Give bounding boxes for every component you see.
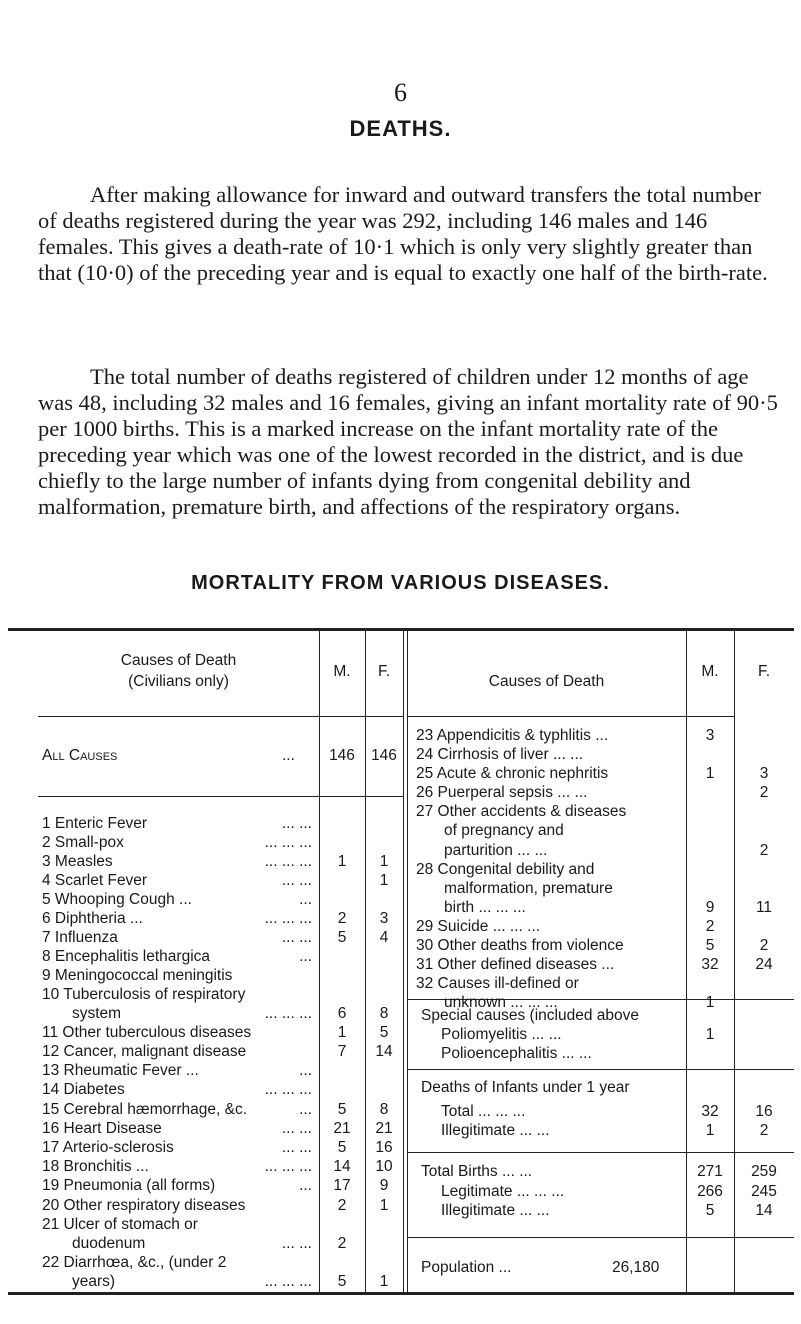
left-row-m: 21 [333,1120,351,1137]
paragraph-infant-mortality: The total number of deaths registered of children under 12 months of age was 48, including 32 males and 16 females, giving an infant mortality rate of 90·5 per 1000 births. This is a marked increase on the infant mortality rate of the preceding year which was one of the lowest recorded in the district, and is due chiefly to the large number of infants dying from congenital debility and malformation, premature birth, and affections of the respiratory organs. [38,364,778,519]
left-row-f: 1 [379,1197,389,1214]
left-header-rule [38,716,403,717]
left-row-dots: ... ... ... [264,1005,312,1022]
left-row-m: 1 [337,1024,347,1041]
right-row-f: 24 [755,956,773,973]
special-causes-header: Special causes (included above [421,1007,639,1024]
left-row-label: 17 Arterio-sclerosis [42,1139,174,1156]
left-header-line1: Causes of Death [120,652,237,669]
left-row-f: 5 [379,1024,389,1041]
special-row-poliomyelitis: Poliomyelitis ... ... [441,1026,562,1043]
left-row-dots: ... [299,1177,312,1194]
all-causes-m: 146 [329,747,355,764]
left-row-label: 12 Cancer, malignant disease [42,1043,247,1060]
infants-header: Deaths of Infants under 1 year [421,1079,630,1096]
right-row-m: 5 [705,937,715,954]
right-row-m: 3 [705,727,715,744]
special-row-poliomyelitis-m: 1 [705,1026,715,1043]
page-number: 6 [394,78,407,107]
left-row-m: 1 [337,853,347,870]
left-row-m: 17 [333,1177,351,1194]
left-row-label: 1 Enteric Fever [42,815,148,832]
left-row-label: 22 Diarrhœa, &c., (under 2 [42,1254,227,1271]
infants-total-label: Total ... ... ... [441,1103,526,1120]
left-row-label: 15 Cerebral hæmorrhage, &c. [42,1101,248,1118]
left-row-dots: ... [299,891,312,908]
left-row-f: 1 [379,1273,389,1290]
right-row-label: 31 Other defined diseases ... [416,956,615,973]
right-row-label: 30 Other deaths from violence [416,937,624,954]
left-row-label: 10 Tuberculosis of respiratory [42,986,246,1003]
right-row-f: 2 [759,937,769,954]
births-legitimate-m: 266 [697,1183,723,1200]
left-row-dots: ... ... [281,929,312,946]
births-total-label: Total Births ... ... [421,1163,533,1180]
left-row-dots: ... ... [281,1235,312,1252]
all-causes-dots: ... [282,747,295,764]
left-row-m: 14 [333,1158,351,1175]
left-row-dots: ... ... ... [264,834,312,851]
left-row-dots: ... ... [281,872,312,889]
all-causes-label: All Causes [42,747,118,764]
section-title: DEATHS. [349,116,452,141]
left-row-label: 2 Small-pox [42,834,124,851]
right-header: Causes of Death [488,673,605,690]
left-row-dots: ... ... [281,1120,312,1137]
left-row-m: 6 [337,1005,347,1022]
right-row-label: 23 Appendicitis & typhlitis ... [416,727,609,744]
right-row-label: 32 Causes ill-defined or [416,975,579,992]
right-infants-rule [407,1069,794,1070]
right-row-label: 29 Suicide ... ... ... [416,918,541,935]
right-row-label: of pregnancy and [444,822,564,839]
left-row-m: 2 [337,910,347,927]
births-legitimate-label: Legitimate ... ... ... [441,1183,565,1200]
left-row-label: 16 Heart Disease [42,1120,162,1137]
infants-illegitimate-label: Illegitimate ... ... [441,1122,550,1139]
left-row-label: 13 Rheumatic Fever ... [42,1062,199,1079]
births-illegitimate-m: 5 [705,1202,715,1219]
right-row-label: malformation, premature [444,880,613,897]
right-row-f: 2 [759,842,769,859]
left-row-f: 14 [375,1043,393,1060]
right-row-f: 2 [759,784,769,801]
left-row-label: 6 Diphtheria ... [42,910,143,927]
left-row-f: 8 [379,1101,389,1118]
right-row-f: 3 [759,765,769,782]
divider-right-m [686,631,687,1292]
infants-total-m: 32 [701,1103,719,1120]
left-row-f: 21 [375,1120,393,1137]
left-row-label: 7 Influenza [42,929,118,946]
left-row-f: 3 [379,910,389,927]
paragraph-death-rate: After making allowance for inward and outward transfers the total number of deaths registered during the year was 292, including 146 males and 146 females. This gives a death-rate of 10·1 which is only very slightly greater than that (10·0) of the preceding year and is equal to exactly one half of the birth-rate. [38,182,768,285]
left-row-label: 5 Whooping Cough ... [42,891,192,908]
table-title: MORTALITY FROM VARIOUS DISEASES. [191,572,610,594]
births-total-m: 271 [697,1163,723,1180]
right-row-m: 1 [705,765,715,782]
left-row-m: 2 [337,1235,347,1252]
right-population-rule [407,1237,794,1238]
left-row-dots: ... [299,1101,312,1118]
left-row-m: 2 [337,1197,347,1214]
left-row-f: 16 [375,1139,393,1156]
left-row-dots: ... ... ... [264,1081,312,1098]
infants-total-f: 16 [755,1103,773,1120]
left-row-f: 9 [379,1177,389,1194]
left-row-dots: ... [299,948,312,965]
left-row-dots: ... ... ... [264,1273,312,1290]
left-row-dots: ... [299,1062,312,1079]
left-col-f-header: F. [377,663,391,680]
left-row-f: 10 [375,1158,393,1175]
left-allcauses-rule [38,796,403,797]
left-row-label: 21 Ulcer of stomach or [42,1216,198,1233]
left-row-m: 7 [337,1043,347,1060]
right-row-label: 28 Congenital debility and [416,861,595,878]
right-row-m: 1 [705,994,715,1011]
left-row-label: 4 Scarlet Fever [42,872,148,889]
all-causes-f: 146 [371,747,397,764]
left-row-f: 8 [379,1005,389,1022]
left-row-label: 8 Encephalitis lethargica [42,948,211,965]
left-row-label: 19 Pneumonia (all forms) [42,1177,216,1194]
left-header-line2: (Civilians only) [128,673,229,690]
births-total-f: 259 [751,1163,777,1180]
population-label: Population ... [421,1259,512,1276]
left-row-label: 9 Meningococcal meningitis [42,967,233,984]
left-row-dots: ... ... [281,815,312,832]
left-row-label: years) [72,1273,116,1290]
right-row-label: birth ... ... ... [444,899,526,916]
births-illegitimate-f: 14 [755,1202,773,1219]
left-row-m: 5 [337,1101,347,1118]
right-births-rule [407,1152,794,1153]
births-legitimate-f: 245 [751,1183,777,1200]
right-row-label: 27 Other accidents & diseases [416,803,627,820]
left-row-dots: ... ... ... [264,1158,312,1175]
left-row-dots: ... ... [281,1139,312,1156]
left-row-label: 20 Other respiratory diseases [42,1197,246,1214]
left-row-dots: ... ... ... [264,853,312,870]
left-row-label: duodenum [72,1235,146,1252]
right-col-m-header: M. [701,663,719,680]
divider-right-f [734,631,735,1292]
table-bottom-rule [8,1292,794,1295]
right-row-m: 9 [705,899,715,916]
left-row-label: 3 Measles [42,853,113,870]
right-row-label: parturition ... ... [444,842,548,859]
left-row-m: 5 [337,929,347,946]
left-row-label: 14 Diabetes [42,1081,125,1098]
right-header-rule [407,716,734,717]
right-row-m: 2 [705,918,715,935]
left-col-m-header: M. [333,663,351,680]
left-row-m: 5 [337,1139,347,1156]
table-top-rule [8,628,794,631]
left-row-dots: ... ... ... [264,910,312,927]
right-row-m: 32 [701,956,719,973]
left-row-f: 1 [379,872,389,889]
left-row-label: system [72,1005,122,1022]
left-row-f: 4 [379,929,389,946]
right-row-label: 25 Acute & chronic nephritis [416,765,609,782]
left-row-m: 5 [337,1273,347,1290]
infants-illegitimate-m: 1 [705,1122,715,1139]
special-row-polioencephalitis: Polioencephalitis ... ... [441,1045,592,1062]
right-row-label: 24 Cirrhosis of liver ... ... [416,746,584,763]
infants-illegitimate-f: 2 [759,1122,769,1139]
births-illegitimate-label: Illegitimate ... ... [441,1202,550,1219]
left-row-label: 18 Bronchitis ... [42,1158,149,1175]
left-row-label: 11 Other tuberculous diseases [42,1024,252,1041]
divider-center-b [407,631,408,1292]
right-row-label: unknown ... ... ... [444,994,558,1011]
right-row-label: 26 Puerperal sepsis ... ... [416,784,588,801]
right-col-f-header: F. [757,663,771,680]
divider-left-m [319,631,320,1292]
population-value: 26,180 [612,1259,660,1276]
left-row-f: 1 [379,853,389,870]
right-row-f: 11 [755,899,773,916]
